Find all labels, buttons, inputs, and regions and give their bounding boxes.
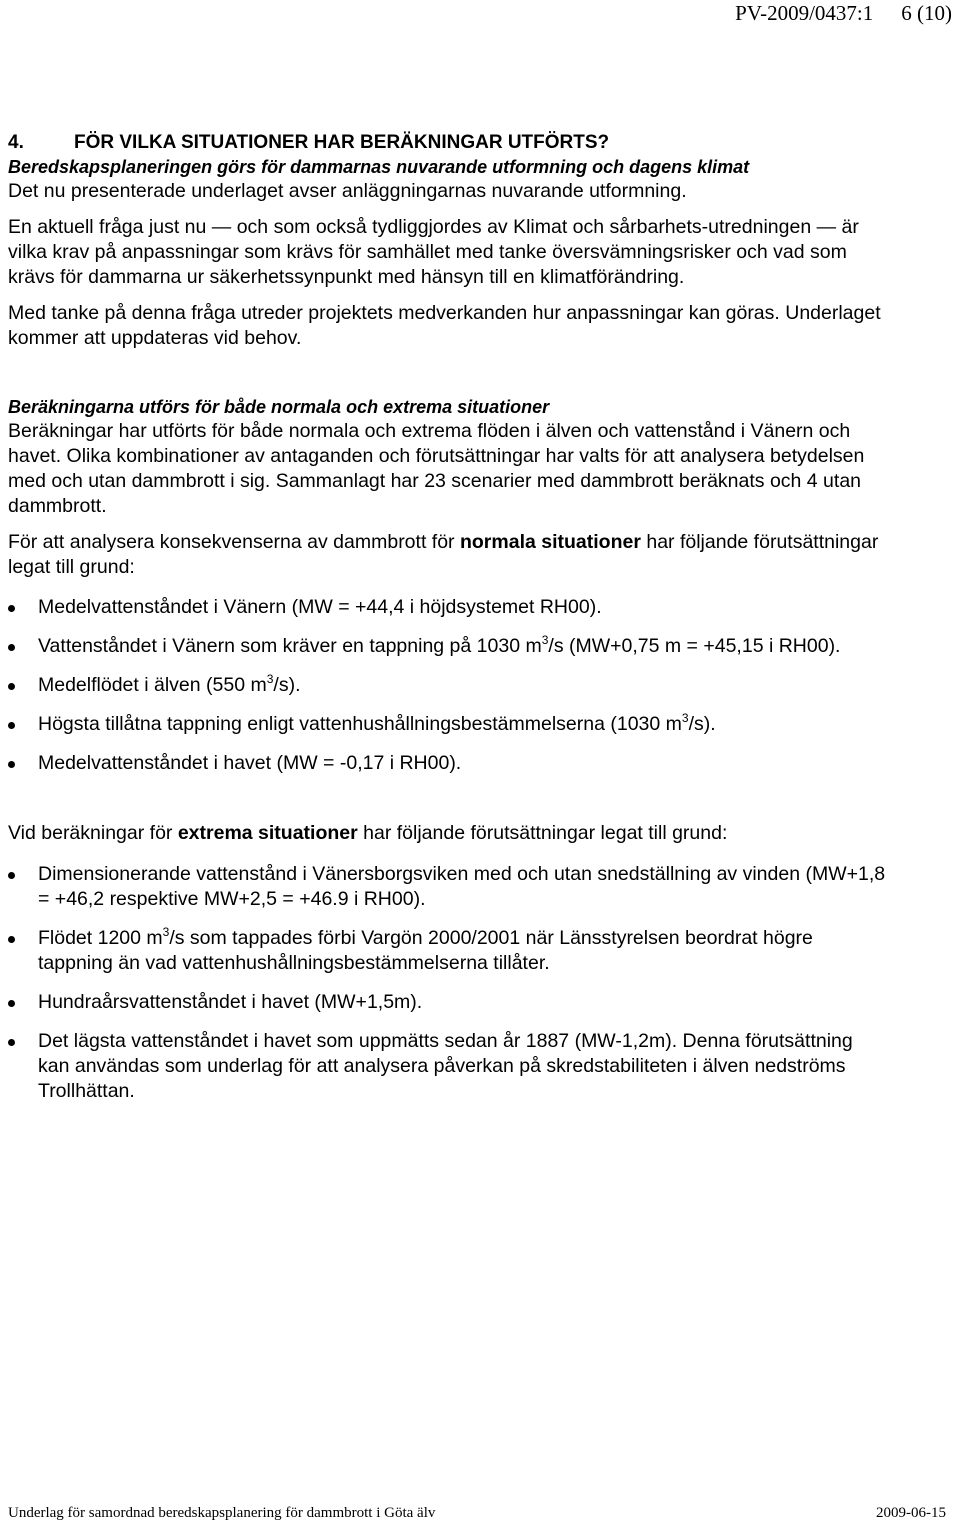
section-title: FÖR VILKA SITUATIONER HAR BERÄKNINGAR UTFÖRTS? [74,132,610,153]
page-number: 6 (10) [901,1,952,25]
bullet-icon [8,936,15,943]
bold-extreme-situations: extrema situationer [177,822,358,844]
section-heading [8,131,888,155]
list-item: Vattenståndet i Vänern som kräver en tappning på 1030 $m^3/s$ (MW+0,75 m = +45,15 i RH00). [8,634,888,659]
bullet-icon [8,683,15,690]
paragraph-extreme-intro: Vid beräkningar för extrema situationer har följande förutsättningar legat till grund: [8,822,728,844]
bold-normal-situations: normala situationer [459,531,641,553]
extreme-conditions-list [8,862,888,1104]
bullet-icon [8,1000,15,1007]
bullet-icon [8,761,15,768]
list-item: Medelvattenståndet i Vänern (MW = +44,4 i höjdsystemet RH00). [8,595,888,620]
page-header [735,0,952,26]
page-footer [8,1503,946,1523]
paragraph-normal-intro: För att analysera konsekvenserna av dammbrott för normala situationer har följande förutsättningar legat till grund: [8,531,879,578]
paragraph-project-investigation: Med tanke på denna fråga utreder projektets medverkanden hur anpassningar kan göras. Underlaget kommer att uppdateras vid behov. [8,302,881,349]
bullet-icon [8,872,15,879]
list-item: Medelflödet i älven (550 $m^3/s$). [8,673,888,698]
section-number: 4. [8,132,24,153]
bullet-icon [8,605,15,612]
bullet-icon [8,722,15,729]
list-item: Högsta tillåtna tappning enligt vattenhushållningsbestämmelserna (1030 $m^3/s$). [8,712,888,737]
list-item: Flödet 1200 $m^3/s$ som tappades förbi Vargön 2000/2001 när Länsstyrelsen beordrat högre tappning än vad vattenhushållningsbestämmelserna tillåter. [8,926,888,976]
footer-title: Underlag för samordnad beredskapsplanering för dammbrott i Göta älv [8,1505,436,1521]
paragraph-calculations: Beräkningar har utförts för både normala och extrema flöden i älven och vattenstånd i Vänern och havet. Olika kombinationer av antaganden och förutsättningar har valts för att analysera betydelsen med och utan dammbrott i sig. Sammanlagt har 23 scenarier med dammbrott beräknats och 4 utan dammbrott. [8,420,865,517]
document-id: PV-2009/0437:1 [735,1,874,25]
list-item: Det lägsta vattenståndet i havet som uppmätts sedan år 1887 (MW-1,2m). Denna förutsättning kan användas som underlag för att analysera påverkan på skredstabiliteten i älven nedströms Trollhättan. [8,1029,888,1104]
paragraph-current-design: Det nu presenterade underlaget avser anläggningarnas nuvarande utformning. [8,180,687,202]
paragraph-climate-question: En aktuell fråga just nu — och som också tydliggjordes av Klimat och sårbarhets-utredningen — är vilka krav på anpassningar som krävs för samhället med tanke översvämningsrisker och vad som krävs för dammarna ur säkerhetssynpunkt med hänsyn till en klimatförändring. [8,216,859,288]
bullet-icon [8,644,15,651]
normal-conditions-list [8,595,888,776]
list-item: Hundraårsvattenståndet i havet (MW+1,5m). [8,990,888,1015]
bullet-icon [8,1039,15,1046]
subheading-current-design: Beredskapsplaneringen görs för dammarnas nuvarande utformning och dagens klimat [8,157,750,177]
subheading-normal-extreme: Beräkningarna utförs för både normala och extrema situationer [8,397,550,417]
document-body [8,131,888,1118]
list-item: Medelvattenståndet i havet (MW = -0,17 i RH00). [8,751,888,776]
list-item: Dimensionerande vattenstånd i Vänersborgsviken med och utan snedställning av vinden (MW+1,8 = +46,2 respektive MW+2,5 = +46.9 i RH00). [8,862,888,912]
footer-date: 2009-06-15 [876,1505,946,1521]
